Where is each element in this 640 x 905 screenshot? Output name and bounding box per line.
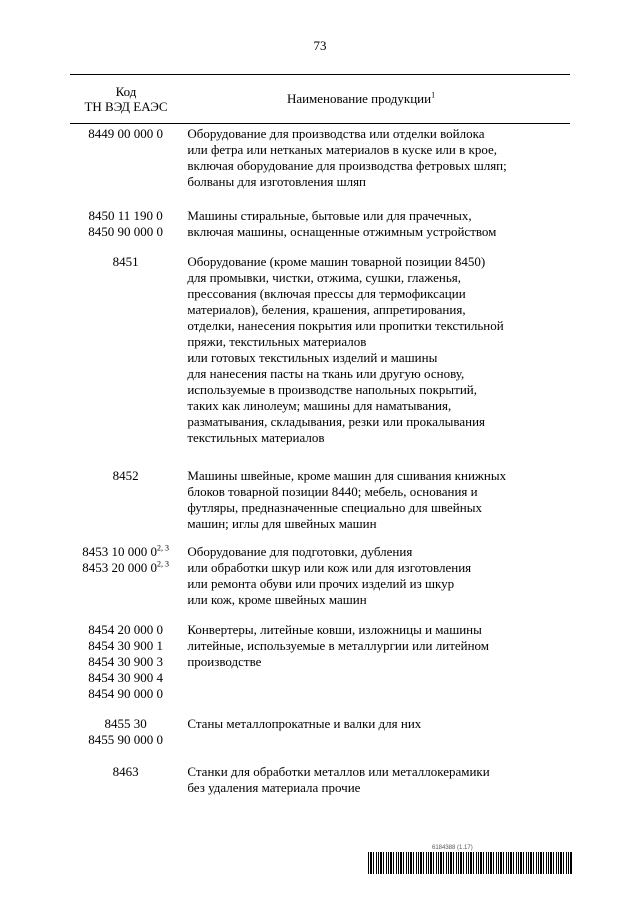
description-line: разматывания, складывания, резки или прокалывания (187, 414, 486, 429)
product-code-text: 8453 10 000 0 (82, 544, 158, 559)
page-number: 73 (313, 38, 327, 53)
product-code (70, 126, 181, 142)
description-line: или ремонта обуви или прочих изделий из шкур (187, 576, 455, 591)
description-line: таких как линолеум; машины для наматывания, (187, 398, 452, 413)
table-row (70, 764, 570, 796)
table-row (70, 622, 570, 702)
product-codes (70, 126, 181, 190)
description-line: или готовых текстильных изделий и машины (187, 350, 438, 365)
product-code-footnote: 2, 3 (157, 559, 170, 569)
product-codes (70, 716, 181, 748)
product-code-text: 8450 11 190 0 (88, 208, 163, 223)
product-codes (70, 764, 181, 796)
description-line: включая оборудование для производства фетровых шляп; (187, 158, 507, 173)
table-row (70, 544, 570, 608)
product-description (187, 716, 570, 748)
product-code-text: 8449 00 000 0 (88, 126, 164, 141)
description-line: без удаления материала прочие (187, 780, 361, 795)
product-code-text: 8451 (112, 254, 139, 269)
description-line: текстильных материалов (187, 430, 325, 445)
product-code (70, 716, 181, 732)
header-code (70, 84, 182, 114)
product-code-text: 8463 (112, 764, 139, 779)
product-codes (70, 544, 181, 608)
product-code-text: 8450 90 000 0 (88, 224, 164, 239)
product-description (187, 544, 570, 608)
table-row (70, 208, 570, 240)
product-code-text: 8455 90 000 0 (88, 732, 164, 747)
table-row (70, 254, 570, 446)
product-code-text: 8454 20 000 0 (88, 622, 164, 637)
description-line: Оборудование (кроме машин товарной позиции 8450) (187, 254, 486, 269)
product-code-text: 8454 30 900 4 (88, 670, 164, 685)
description-line: Оборудование для производства или отделки войлока (187, 126, 485, 141)
product-code (70, 622, 181, 638)
description-line: прессования (включая прессы для термофиксации (187, 286, 466, 301)
description-line: включая машины, оснащенные отжимным устройством (187, 224, 497, 239)
description-line: или фетра или нетканых материалов в куске или в крое, (187, 142, 497, 157)
product-code (70, 732, 181, 748)
description-line: литейные, используемые в металлургии или литейном (187, 638, 490, 653)
product-description (187, 208, 570, 240)
description-line: Оборудование для подготовки, дубления (187, 544, 413, 559)
product-code (70, 638, 181, 654)
description-line: используемые в производстве напольных покрытий, (187, 382, 478, 397)
product-codes (70, 622, 181, 702)
product-code (70, 224, 181, 240)
header-name-footnote: 1 (431, 90, 436, 100)
product-code (70, 686, 181, 702)
description-line: футляры, предназначенные специально для швейных (187, 500, 482, 515)
description-line: для нанесения пасты на ткань или другую основу, (187, 366, 465, 381)
description-line: Машины стиральные, бытовые или для прачечных, (187, 208, 472, 223)
product-code-text: 8454 30 900 1 (88, 638, 164, 653)
header-code-line2: ТН ВЭД ЕАЭС (84, 99, 168, 114)
description-line: или обработки шкур или кож или для изготовления (187, 560, 472, 575)
description-line: отделки, нанесения покрытия или пропитки текстильной (187, 318, 504, 333)
barcode-label: 6184388 (1.17) (432, 845, 473, 851)
product-description (187, 622, 570, 702)
header-name-text: Наименование продукции (286, 91, 432, 106)
product-description (187, 764, 570, 796)
product-code (70, 254, 181, 270)
table-row (70, 126, 570, 190)
product-code (70, 654, 181, 670)
product-codes (70, 468, 181, 532)
product-code-text: 8454 30 900 3 (88, 654, 164, 669)
product-code-footnote: 2, 3 (157, 543, 170, 553)
product-code-text: 8455 30 (104, 716, 147, 731)
product-codes (70, 208, 181, 240)
header-name (182, 91, 570, 107)
table-row (70, 468, 570, 532)
description-line: Станки для обработки металлов или металлокерамики (187, 764, 490, 779)
description-line: Машины швейные, кроме машин для сшивания книжных (187, 468, 507, 483)
product-description (187, 468, 570, 532)
product-description (187, 126, 570, 190)
table-row (70, 716, 570, 748)
description-line: пряжи, текстильных материалов (187, 334, 367, 349)
product-code-text: 8453 20 000 0 (82, 560, 158, 575)
description-line: блоков товарной позиции 8440; мебель, основания и (187, 484, 478, 499)
product-code (70, 560, 181, 576)
product-code (70, 208, 181, 224)
header-code-line1: Код (115, 84, 137, 99)
description-line: Станы металлопрокатные и валки для них (187, 716, 422, 731)
table-header (70, 74, 570, 124)
description-line: болваны для изготовления шляп (187, 174, 367, 189)
description-line: или кож, кроме швейных машин (187, 592, 367, 607)
product-codes (70, 254, 181, 446)
description-line: машин; иглы для швейных машин (187, 516, 377, 531)
description-line: Конвертеры, литейные ковши, изложницы и машины (187, 622, 482, 637)
product-code (70, 670, 181, 686)
description-line: материалов), беления, крашения, аппретирования, (187, 302, 466, 317)
product-code (70, 764, 181, 780)
product-code (70, 544, 181, 560)
product-code-text: 8452 (112, 468, 139, 483)
product-code (70, 468, 181, 484)
barcode (368, 852, 572, 874)
product-description (187, 254, 570, 446)
description-line: для промывки, чистки, отжима, сушки, глаженья, (187, 270, 461, 285)
description-line: производстве (187, 654, 262, 669)
product-code-text: 8454 90 000 0 (88, 686, 164, 701)
